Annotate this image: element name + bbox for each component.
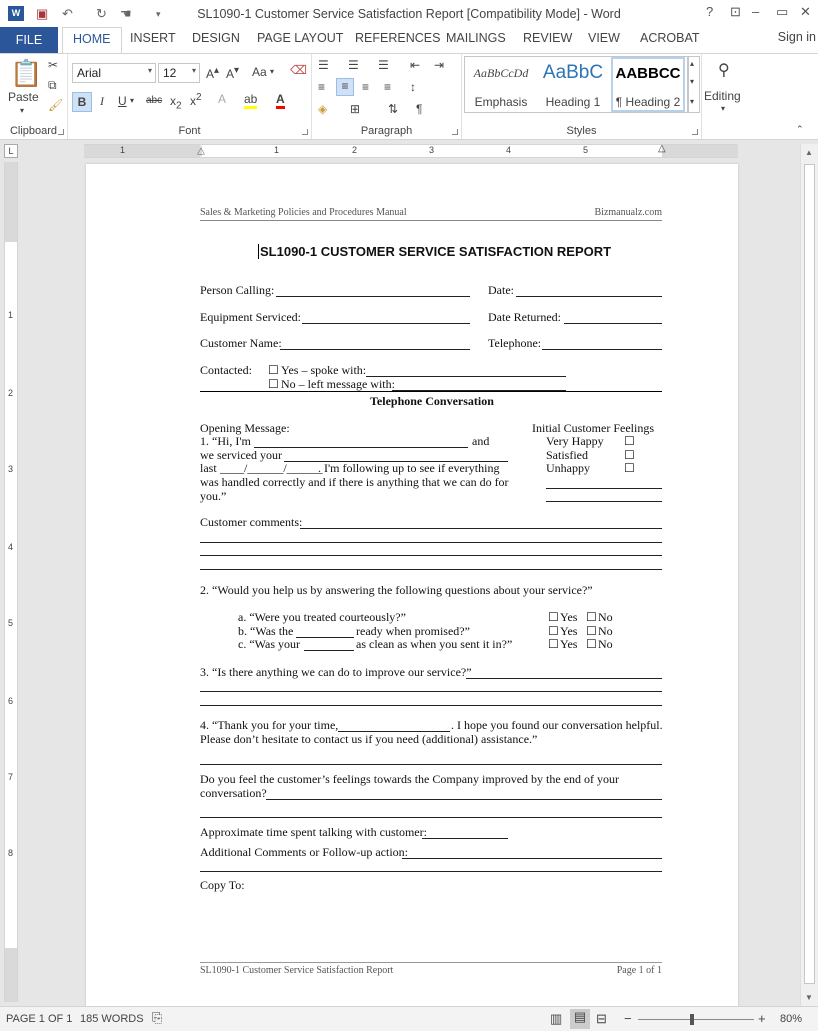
customer-comments-label: Customer comments: bbox=[200, 515, 303, 529]
close-button[interactable]: ✕ bbox=[800, 4, 811, 19]
styles-group-label: Styles bbox=[566, 125, 597, 137]
word-logo-icon[interactable]: W bbox=[8, 6, 24, 21]
question-2b-start: b. “Was the bbox=[238, 624, 294, 638]
subscript-button[interactable]: $x_2$ bbox=[170, 94, 182, 112]
title-bar bbox=[0, 0, 818, 27]
underline-button[interactable]: U bbox=[118, 94, 127, 108]
opening-line-4: was handled correctly and if there is anything that we can do for bbox=[200, 475, 509, 489]
sign-in-link[interactable]: Sign in bbox=[777, 30, 816, 44]
help-button[interactable]: ? bbox=[706, 4, 714, 19]
scroll-up-icon[interactable]: ▲ bbox=[805, 148, 813, 157]
question-4-blank-line[interactable] bbox=[200, 764, 662, 765]
strikethrough-button[interactable]: abc bbox=[146, 95, 163, 106]
change-case-dropdown-icon[interactable]: ▾ bbox=[270, 67, 275, 76]
styles-launcher-icon[interactable] bbox=[692, 129, 698, 135]
shrink-font-icon[interactable]: A▾ bbox=[226, 65, 240, 81]
no-label: No bbox=[598, 637, 613, 651]
window-title: SL1090-1 Customer Service Satisfaction Report [Compatibility Mode] - Word bbox=[197, 7, 621, 21]
editing-dropdown-icon[interactable]: ▾ bbox=[721, 104, 726, 113]
question-2: 2. “Would you help us by answering the following questions about your service?” bbox=[200, 583, 593, 597]
ruler-number: 3 bbox=[8, 464, 14, 474]
ruler-number: 4 bbox=[506, 145, 512, 155]
document-page[interactable] bbox=[86, 164, 738, 1006]
binoculars-icon[interactable]: ⚲ bbox=[718, 62, 730, 79]
ruler-number: 1 bbox=[8, 310, 14, 320]
improved-question: Do you feel the customer’s feelings towards the Company improved by the end of your bbox=[200, 772, 620, 786]
opening-line-2: we serviced your bbox=[200, 448, 282, 462]
font-name-value: Arial bbox=[77, 66, 102, 80]
styles-scroll[interactable] bbox=[688, 56, 700, 113]
feeling-other-line[interactable] bbox=[546, 488, 662, 489]
indent-marker-icon[interactable]: ⏃ bbox=[196, 147, 206, 158]
feeling-other-line[interactable] bbox=[546, 501, 662, 502]
telephone-label: Telephone: bbox=[488, 336, 542, 350]
ribbon bbox=[0, 53, 818, 140]
telephone-line[interactable] bbox=[542, 349, 662, 350]
page-count[interactable]: PAGE 1 OF 1 bbox=[6, 1013, 73, 1025]
person-calling-label: Person Calling: bbox=[200, 283, 275, 297]
yes-label: Yes bbox=[560, 610, 578, 624]
save-icon[interactable]: ▣ bbox=[36, 6, 49, 21]
question-4-line-2: Please don’t hesitate to contact us if you need (additional) assistance.” bbox=[200, 732, 538, 746]
tab-home[interactable]: HOME bbox=[62, 27, 122, 53]
horizontal-ruler[interactable] bbox=[84, 144, 738, 158]
numbering-icon[interactable]: ☰ bbox=[348, 58, 359, 72]
opening-line-3a: last bbox=[200, 461, 217, 475]
style-preview: AaBbC bbox=[542, 62, 604, 83]
font-group bbox=[68, 54, 312, 139]
ruler-number: 7 bbox=[8, 772, 14, 782]
feeling-satisfied: Satisfied bbox=[546, 448, 588, 462]
styles-group bbox=[462, 54, 702, 139]
tab-review[interactable]: REVIEW bbox=[523, 31, 573, 45]
header-left: Sales & Marketing Policies and Procedures Manual bbox=[200, 207, 407, 218]
more-styles-icon[interactable]: ▾ bbox=[690, 97, 695, 106]
increase-indent-icon[interactable]: ⇥ bbox=[434, 58, 445, 72]
zoom-in-icon[interactable]: + bbox=[758, 1011, 766, 1026]
checkbox-icon[interactable]: ☐ bbox=[624, 461, 635, 475]
style-name: Emphasis bbox=[474, 95, 528, 109]
proofing-icon[interactable]: ⎘ bbox=[152, 1010, 163, 1025]
scroll-down-icon[interactable]: ▼ bbox=[805, 993, 813, 1002]
initial-feelings-label: Initial Customer Feelings bbox=[532, 421, 654, 435]
date-returned-line[interactable] bbox=[564, 323, 662, 324]
tab-acrobat[interactable]: ACROBAT bbox=[640, 31, 700, 45]
no-left-label: No – left message with: bbox=[281, 377, 395, 391]
ruler-number: 1 bbox=[274, 145, 280, 155]
word-count[interactable]: 185 WORDS bbox=[80, 1013, 144, 1025]
yes-label: Yes bbox=[560, 637, 578, 651]
restore-button[interactable]: ▭ bbox=[776, 4, 789, 19]
cut-icon[interactable]: ✂ bbox=[48, 58, 59, 72]
right-indent-marker-icon[interactable]: △ bbox=[658, 143, 666, 154]
approx-time-line[interactable] bbox=[422, 838, 508, 839]
feeling-unhappy: Unhappy bbox=[546, 461, 590, 475]
style-preview: AaBbCcDd bbox=[473, 66, 529, 80]
approx-time-label: Approximate time spent talking with customer: bbox=[200, 825, 427, 839]
header-rule bbox=[200, 220, 662, 221]
status-bar bbox=[0, 1006, 818, 1031]
paste-icon[interactable]: 📋 bbox=[10, 58, 43, 88]
font-color-icon[interactable]: A bbox=[276, 92, 285, 106]
question-3-line[interactable] bbox=[200, 705, 662, 706]
question-2c-line[interactable] bbox=[304, 650, 354, 651]
no-label: No bbox=[598, 624, 613, 638]
copy-to-label: Copy To: bbox=[200, 878, 245, 892]
zoom-out-icon[interactable]: − bbox=[624, 1011, 632, 1026]
opening-message-label: Opening Message: bbox=[200, 421, 290, 435]
vertical-scrollbar[interactable] bbox=[800, 144, 818, 1006]
checkbox-icon[interactable]: ☐ bbox=[624, 434, 635, 448]
clipboard-launcher-icon[interactable] bbox=[58, 129, 64, 135]
footer-right: Page 1 of 1 bbox=[616, 965, 662, 976]
checkbox-icon[interactable]: ☐ bbox=[586, 637, 597, 651]
comments-line[interactable] bbox=[200, 542, 662, 543]
chevron-down-icon: ▾ bbox=[191, 66, 196, 75]
tab-view[interactable]: VIEW bbox=[588, 31, 620, 45]
editing-group bbox=[702, 54, 750, 139]
date-label: Date: bbox=[488, 283, 514, 297]
sort-icon[interactable]: ⇅ bbox=[388, 102, 399, 116]
styles-gallery bbox=[464, 56, 688, 113]
question-3: 3. “Is there anything we can do to improve our service?” bbox=[200, 665, 472, 679]
checkbox-icon[interactable]: ☐ bbox=[548, 637, 559, 651]
question-3-line[interactable] bbox=[200, 691, 662, 692]
comments-line[interactable] bbox=[200, 555, 662, 556]
highlight-icon[interactable]: ab bbox=[244, 92, 257, 106]
underline-dropdown-icon[interactable]: ▾ bbox=[130, 96, 135, 105]
style-emphasis[interactable] bbox=[465, 57, 537, 112]
font-size-value: 12 bbox=[163, 66, 177, 80]
footer-left: SL1090-1 Customer Service Satisfaction Report bbox=[200, 965, 394, 976]
redo-icon[interactable]: ↻ bbox=[96, 6, 107, 21]
name-line[interactable] bbox=[254, 447, 468, 448]
minimize-button[interactable]: – bbox=[752, 4, 760, 19]
ruler-margin-right bbox=[662, 145, 738, 157]
print-layout-icon[interactable]: ▤ bbox=[570, 1009, 590, 1029]
style-preview: AABBCC bbox=[615, 65, 681, 82]
font-name-combo[interactable] bbox=[72, 63, 156, 83]
paragraph-group-label: Paragraph bbox=[360, 125, 413, 137]
tab-file[interactable]: FILE bbox=[0, 27, 58, 53]
collapse-ribbon-icon[interactable]: ⌃ bbox=[796, 124, 804, 134]
ruler-number: 2 bbox=[8, 388, 14, 398]
zoom-slider[interactable] bbox=[638, 1019, 754, 1020]
question-2b-line[interactable] bbox=[296, 637, 354, 638]
tab-insert[interactable]: INSERT bbox=[130, 31, 176, 45]
style-name: ¶ Heading 2 bbox=[615, 95, 681, 109]
ruler-number: 1 bbox=[120, 145, 126, 155]
ruler-margin-left bbox=[84, 145, 200, 157]
date-blank[interactable]: ____/______/______ bbox=[220, 461, 323, 475]
chevron-down-icon: ▾ bbox=[147, 66, 152, 75]
clear-formatting-icon[interactable]: ⌫ bbox=[290, 63, 307, 77]
additional-comments-line[interactable] bbox=[402, 858, 662, 859]
customize-qat-icon[interactable]: ▾ bbox=[156, 9, 161, 19]
improved-question-2: conversation? bbox=[200, 786, 267, 800]
date-returned-label: Date Returned: bbox=[488, 310, 561, 324]
no-label: No bbox=[598, 610, 613, 624]
telephone-conversation-heading: Telephone Conversation bbox=[370, 394, 494, 408]
tab-mailings[interactable]: MAILINGS bbox=[446, 31, 506, 45]
header-right: Bizmanualz.com bbox=[594, 207, 662, 218]
question-4-start: 4. “Thank you for your time, bbox=[200, 718, 339, 732]
grow-font-icon[interactable]: A▴ bbox=[206, 65, 220, 81]
ruler-number: 3 bbox=[429, 145, 435, 155]
comments-line[interactable] bbox=[200, 569, 662, 570]
person-calling-line[interactable] bbox=[276, 296, 470, 297]
checkbox-icon[interactable]: ☐ bbox=[586, 610, 597, 624]
touch-mode-icon[interactable]: ☚ bbox=[120, 6, 132, 21]
opening-line-1-and: and bbox=[472, 434, 490, 448]
comments-line[interactable] bbox=[300, 528, 662, 529]
decrease-indent-icon[interactable]: ⇤ bbox=[410, 58, 421, 72]
zoom-level[interactable]: 80% bbox=[780, 1013, 803, 1025]
date-line[interactable] bbox=[516, 296, 662, 297]
paragraph-launcher-icon[interactable] bbox=[452, 129, 458, 135]
checkbox-icon[interactable]: ☐ bbox=[624, 448, 635, 462]
document-title: SL1090-1 CUSTOMER SERVICE SATISFACTION REPORT bbox=[260, 244, 612, 259]
scroll-thumb[interactable] bbox=[804, 164, 815, 984]
ribbon-tabs bbox=[0, 27, 818, 53]
ribbon-display-icon[interactable]: ⊡ bbox=[730, 4, 741, 19]
ruler-number: 2 bbox=[352, 145, 358, 155]
tab-selector-icon[interactable]: L bbox=[4, 144, 18, 158]
bullets-icon[interactable]: ☰ bbox=[318, 58, 329, 72]
font-launcher-icon[interactable] bbox=[302, 129, 308, 135]
ruler-number: 5 bbox=[583, 145, 589, 155]
read-mode-icon[interactable]: ▥ bbox=[550, 1011, 563, 1026]
zoom-slider-thumb[interactable] bbox=[690, 1014, 694, 1025]
footer-rule bbox=[200, 962, 662, 963]
clipboard-group-label: Clipboard bbox=[9, 125, 58, 137]
italic-button[interactable]: I bbox=[100, 94, 104, 108]
checkbox-icon[interactable]: ☐ bbox=[548, 610, 559, 624]
bold-button[interactable]: B bbox=[72, 92, 92, 112]
clipboard-group bbox=[0, 54, 68, 139]
line-spacing-icon[interactable]: ↕ bbox=[410, 80, 416, 94]
font-group-label: Font bbox=[178, 125, 201, 137]
checkbox-icon[interactable]: ☐ bbox=[586, 624, 597, 638]
equipment-line[interactable] bbox=[302, 323, 470, 324]
opening-line-3b: . I'm following up to see if everything bbox=[318, 461, 500, 475]
question-2c-start: c. “Was your bbox=[238, 637, 301, 651]
question-4-end: . I hope you found our conversation helpful. bbox=[451, 718, 663, 732]
tab-references[interactable]: REFERENCES bbox=[355, 31, 441, 45]
question-2a: a. “Were you treated courteously?” bbox=[238, 610, 406, 624]
checkbox-icon[interactable]: ☐ bbox=[268, 363, 279, 377]
ruler-margin-bottom bbox=[5, 948, 17, 1002]
ruler-number: 5 bbox=[8, 618, 14, 628]
style-heading-2[interactable] bbox=[611, 57, 685, 112]
format-painter-icon[interactable]: 🖌 bbox=[48, 98, 64, 112]
equipment-label: Equipment Serviced: bbox=[200, 310, 301, 324]
opening-line-5: you.” bbox=[200, 489, 227, 503]
ruler-number: 8 bbox=[8, 848, 14, 858]
borders-icon[interactable]: ⊞ bbox=[350, 102, 361, 116]
ruler-margin-top bbox=[5, 162, 17, 242]
additional-comments-line[interactable] bbox=[200, 871, 662, 872]
yes-spoke-line[interactable] bbox=[366, 376, 566, 377]
copy-icon[interactable]: ⧉ bbox=[48, 78, 57, 92]
align-center-icon[interactable]: ≡ bbox=[336, 78, 354, 96]
chevron-down-icon[interactable]: ▾ bbox=[690, 77, 695, 86]
paste-dropdown-icon[interactable]: ▾ bbox=[20, 106, 25, 115]
chevron-up-icon[interactable]: ▴ bbox=[690, 59, 695, 68]
checkbox-icon[interactable]: ☐ bbox=[548, 624, 559, 638]
opening-line-1: 1. “Hi, I'm bbox=[200, 434, 251, 448]
improved-line[interactable] bbox=[266, 799, 662, 800]
editing-button[interactable]: Editing bbox=[704, 89, 741, 103]
superscript-button[interactable]: $x^2$ bbox=[190, 92, 202, 108]
shading-icon[interactable]: ◈ bbox=[318, 102, 328, 116]
paragraph-group bbox=[312, 54, 462, 139]
improved-line[interactable] bbox=[200, 817, 662, 818]
align-left-icon[interactable]: ≡ bbox=[318, 80, 326, 94]
style-heading-1[interactable] bbox=[537, 57, 609, 112]
section-divider bbox=[200, 391, 662, 392]
justify-icon[interactable]: ≡ bbox=[384, 80, 392, 94]
contacted-label: Contacted: bbox=[200, 363, 252, 377]
question-3-line[interactable] bbox=[466, 678, 662, 679]
yes-spoke-label: Yes – spoke with: bbox=[281, 363, 367, 377]
text-effects-icon[interactable]: A bbox=[218, 92, 227, 106]
vertical-ruler[interactable] bbox=[4, 162, 18, 1002]
checkbox-icon[interactable]: ☐ bbox=[268, 377, 279, 391]
paste-button[interactable]: Paste bbox=[8, 90, 39, 104]
ruler-number: 4 bbox=[8, 542, 14, 552]
customer-name-line[interactable] bbox=[280, 349, 470, 350]
web-layout-icon[interactable]: ⊟ bbox=[596, 1011, 607, 1026]
style-name: Heading 1 bbox=[545, 95, 601, 109]
yes-label: Yes bbox=[560, 624, 578, 638]
tab-design[interactable]: DESIGN bbox=[192, 31, 240, 45]
customer-name-label: Customer Name: bbox=[200, 336, 282, 350]
undo-icon[interactable]: ↶ bbox=[62, 6, 73, 21]
additional-comments-label: Additional Comments or Follow-up action: bbox=[200, 845, 408, 859]
align-right-icon[interactable]: ≡ bbox=[362, 80, 370, 94]
question-2b-end: ready when promised?” bbox=[356, 624, 470, 638]
show-marks-icon[interactable]: ¶ bbox=[416, 102, 423, 116]
font-size-combo[interactable] bbox=[158, 63, 200, 83]
feeling-very-happy: Very Happy bbox=[546, 434, 604, 448]
multilevel-list-icon[interactable]: ☰ bbox=[378, 58, 389, 72]
change-case-button[interactable]: Aa bbox=[252, 65, 267, 79]
ruler-number: 6 bbox=[8, 696, 14, 706]
question-2c-end: as clean as when you sent it in?” bbox=[356, 637, 513, 651]
tab-page-layout[interactable]: PAGE LAYOUT bbox=[257, 31, 344, 45]
